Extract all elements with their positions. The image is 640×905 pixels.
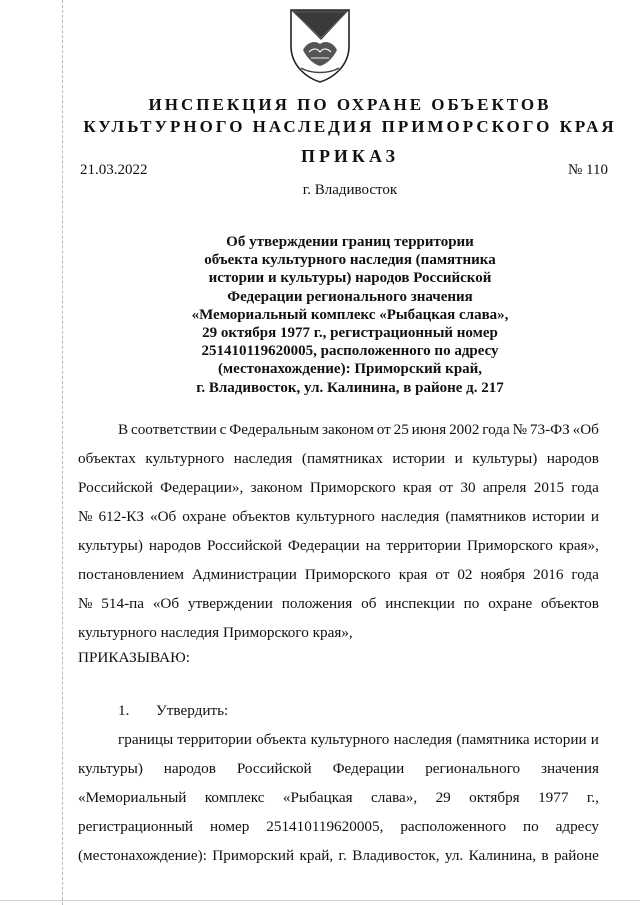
word: комплекс — [204, 789, 265, 806]
word: и — [590, 508, 599, 525]
word: июня — [411, 421, 447, 438]
word: законом — [250, 479, 303, 496]
word: г. — [338, 847, 347, 864]
word: адресу — [555, 818, 599, 835]
word: и — [454, 450, 463, 467]
word: от — [435, 566, 450, 583]
preamble-line — [78, 479, 599, 497]
agency-name-line-1: ИНСПЕКЦИЯ ПО ОХРАНЕ ОБЪЕКТОВ — [148, 95, 552, 114]
word: культуры) — [472, 450, 538, 467]
word: культуры) — [78, 537, 143, 554]
word: культурного — [310, 731, 390, 748]
word: Российской — [207, 537, 282, 554]
word: охране — [488, 595, 533, 612]
subject-line: «Мемориальный комплекс «Рыбацкая слава», — [191, 306, 509, 323]
word: 29 — [435, 789, 451, 806]
word: «Мемориальный — [78, 789, 187, 806]
preamble-line — [78, 537, 599, 555]
word: 25 — [393, 421, 409, 438]
word: истории — [532, 508, 585, 525]
word: край, — [299, 847, 334, 864]
item-1-number: 1. — [118, 702, 130, 719]
word: края — [398, 566, 428, 583]
word: № — [78, 595, 93, 612]
word: слава», — [371, 789, 418, 806]
preamble-line — [78, 508, 599, 526]
word: 2015 — [533, 479, 565, 496]
word: (местонахождение): — [78, 847, 207, 864]
word: Приморского — [466, 537, 553, 554]
word: законом — [321, 421, 374, 438]
word: соответствии — [130, 421, 217, 438]
word: культурного — [296, 508, 375, 525]
word: по — [522, 818, 539, 835]
word: 612-КЗ — [98, 508, 145, 525]
subject-line: истории и культуры) народов Российской — [208, 270, 492, 287]
word: районе — [553, 847, 599, 864]
preamble-line — [78, 566, 599, 584]
subject-line: Об утверждении границ территории — [226, 234, 474, 250]
word: № — [78, 508, 93, 525]
subject-line: 29 октября 1977 г., регистрационный номер — [202, 325, 498, 342]
word: (памятниках — [301, 450, 383, 467]
word: границы — [118, 731, 174, 748]
word: ул. — [444, 847, 464, 864]
scan-margin-line — [62, 0, 63, 905]
word: ноября — [480, 566, 526, 583]
word: 73-ФЗ — [529, 421, 570, 438]
word: Федерации», — [160, 479, 244, 496]
word: года — [571, 479, 599, 496]
preamble-line — [78, 595, 599, 613]
word: Российской — [78, 479, 153, 496]
word: года — [571, 566, 599, 583]
document-city: г. Владивосток — [302, 182, 398, 198]
word: объектах — [78, 450, 136, 467]
word: апреля — [482, 479, 527, 496]
word: октября — [469, 789, 520, 806]
word: «Об — [572, 421, 599, 438]
word: наследия — [393, 731, 453, 748]
subject-line: (местонахождение): Приморский край, — [217, 361, 483, 378]
word: Федеральным — [229, 421, 320, 438]
word: народов — [148, 537, 202, 554]
word: территории — [177, 731, 252, 748]
item-1-line — [118, 731, 599, 749]
word: «Рыбацкая — [282, 789, 353, 806]
subject-line: объекта культурного наследия (памятника — [204, 252, 496, 269]
word: Администрации — [191, 566, 297, 583]
word: расположенного — [400, 818, 507, 835]
word: инспекции — [385, 595, 455, 612]
word: на — [365, 537, 381, 554]
word: (памятника — [456, 731, 530, 748]
item-1-line — [78, 789, 599, 807]
word: 2002 — [449, 421, 480, 438]
subject-line: г. Владивосток, ул. Калинина, в районе д. 217 — [196, 379, 504, 396]
document-number: № 110 — [567, 162, 608, 178]
word: Федерации — [332, 760, 405, 777]
word: объектов — [232, 508, 291, 525]
preamble-line — [78, 450, 599, 468]
word: постановлением — [78, 566, 185, 583]
word: В — [118, 421, 129, 438]
word: истории — [533, 731, 587, 748]
word: об — [361, 595, 377, 612]
scan-bottom-line — [0, 900, 640, 901]
word: (памятников — [445, 508, 527, 525]
word: положения — [281, 595, 353, 612]
document-date: 21.03.2022 — [80, 162, 148, 178]
word: культурного — [145, 450, 225, 467]
word: «Об — [149, 508, 177, 525]
word: Приморского — [304, 566, 391, 583]
word: с — [219, 421, 227, 438]
word: народов — [546, 450, 599, 467]
word: Федерации — [287, 537, 360, 554]
word: значения — [541, 760, 599, 777]
item-1-line — [78, 847, 599, 865]
agency-name-line-2: КУЛЬТУРНОГО НАСЛЕДИЯ ПРИМОРСКОГО КРАЯ — [83, 117, 617, 136]
word: народов — [163, 760, 216, 777]
word: охране — [182, 508, 227, 525]
word: от — [376, 421, 391, 438]
preamble-line: культурного наследия Приморского края», — [78, 624, 353, 641]
word: 251410119620005, — [266, 818, 384, 835]
word: и — [590, 731, 599, 748]
word: Приморского — [309, 479, 396, 496]
coat-of-arms-icon — [287, 6, 353, 84]
word: 514-па — [101, 595, 145, 612]
subject-line: 251410119620005, расположенного по адресу — [201, 343, 499, 360]
word: регионального — [425, 760, 521, 777]
preamble-line — [118, 421, 599, 439]
word: края», — [558, 537, 599, 554]
word: регистрационный — [78, 818, 194, 835]
subject-line: Федерации регионального значения — [227, 288, 473, 305]
word: № — [512, 421, 528, 438]
word: Российской — [236, 760, 312, 777]
word: объектов — [541, 595, 599, 612]
word: 30 — [460, 479, 476, 496]
word: объекта — [256, 731, 307, 748]
word: номер — [209, 818, 250, 835]
word: Калинина, — [468, 847, 537, 864]
word: наследия — [233, 450, 293, 467]
word: утверждении — [187, 595, 273, 612]
document-subject — [150, 233, 550, 397]
word: 2016 — [533, 566, 564, 583]
item-1-line — [78, 760, 599, 778]
word: 02 — [457, 566, 473, 583]
word: истории — [392, 450, 446, 467]
word: культуры) — [78, 760, 143, 777]
word: года — [482, 421, 510, 438]
document-type-title: ПРИКАЗ — [300, 146, 400, 166]
word: Приморский — [212, 847, 295, 864]
word: по — [463, 595, 480, 612]
word: 1977 — [538, 789, 569, 806]
word: Владивосток, — [352, 847, 440, 864]
word: наследия — [380, 508, 440, 525]
order-word: ПРИКАЗЫВАЮ: — [78, 649, 190, 666]
word: от — [439, 479, 454, 496]
word: в — [541, 847, 549, 864]
word: края — [403, 479, 432, 496]
item-1-line — [78, 818, 599, 836]
word: г., — [586, 789, 599, 806]
item-1-label: Утвердить: — [156, 702, 229, 719]
word: территории — [386, 537, 461, 554]
word: «Об — [152, 595, 180, 612]
